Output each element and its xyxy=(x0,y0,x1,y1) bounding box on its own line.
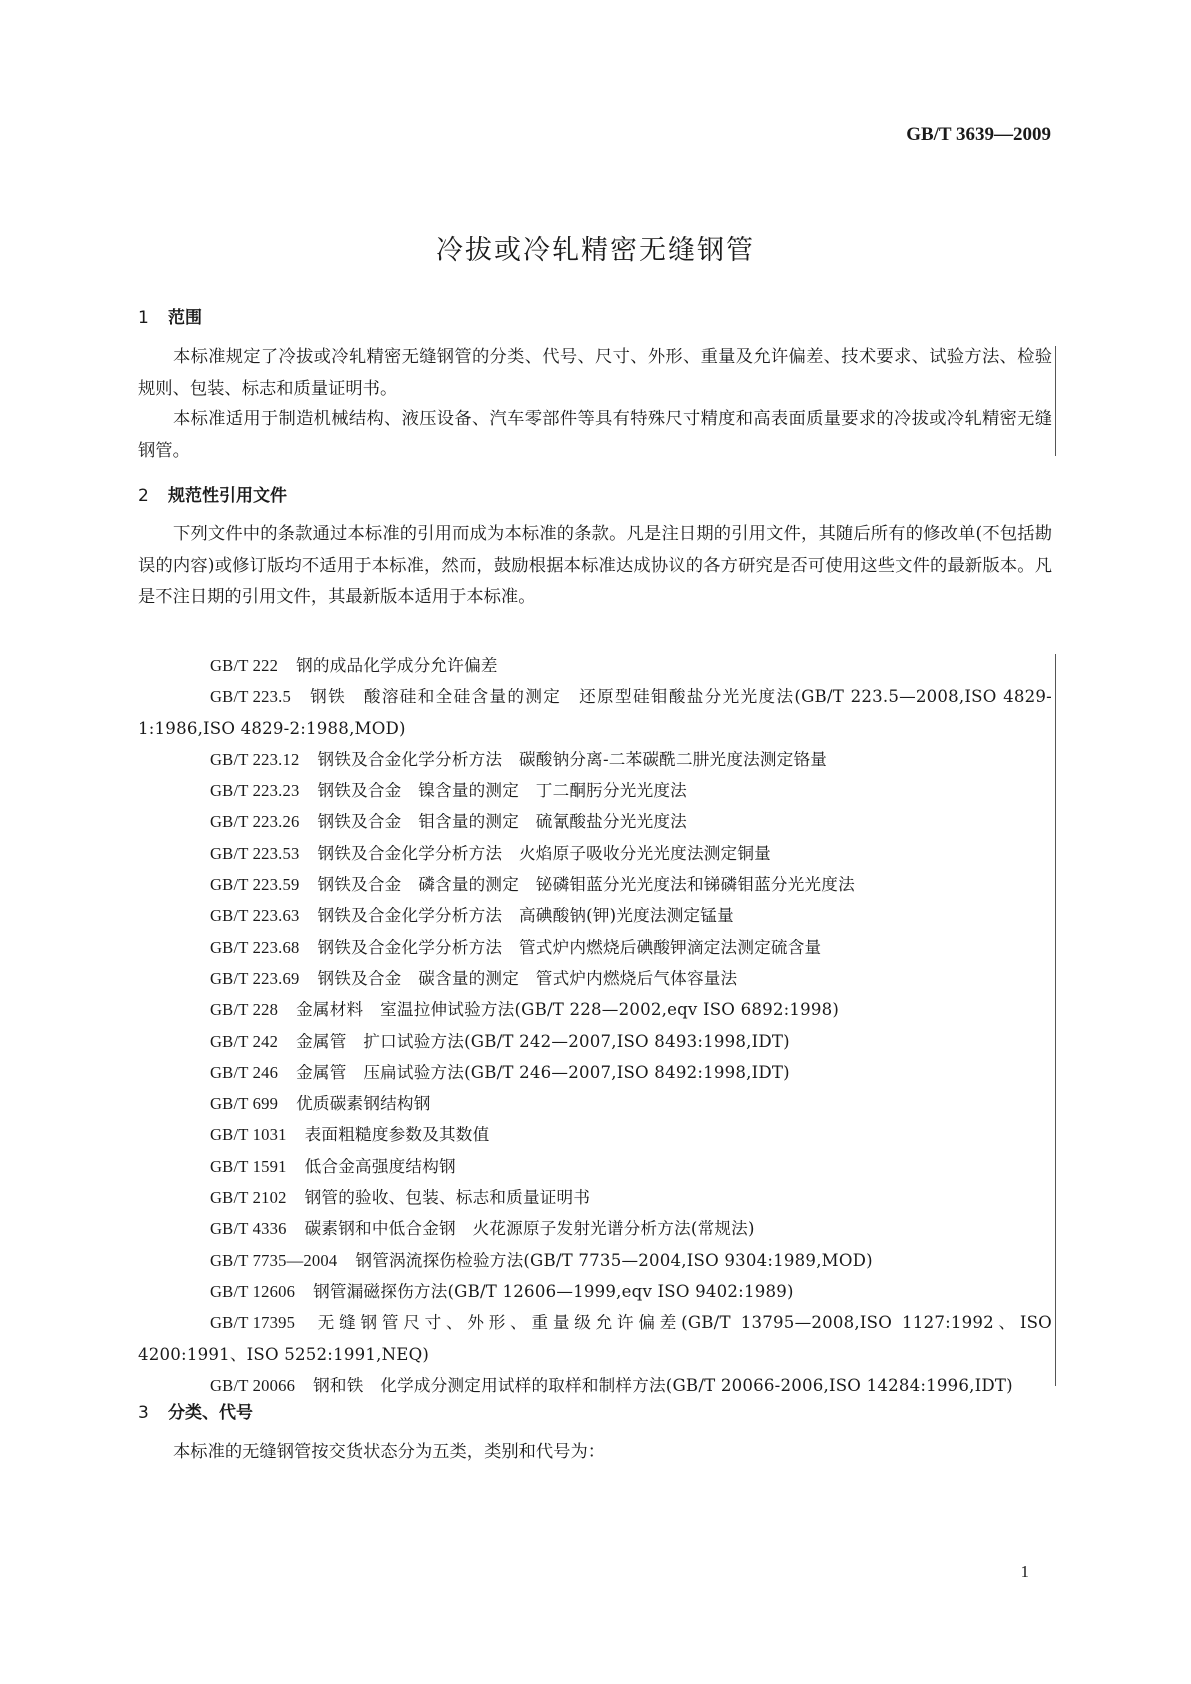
reference-code: GB/T 12606 xyxy=(210,1281,296,1301)
reference-code: GB/T 223.68 xyxy=(210,937,300,957)
reference-title: 优质碳素钢结构钢 xyxy=(296,1094,431,1114)
reference-code: GB/T 223.26 xyxy=(210,812,300,832)
reference-code: GB/T 1591 xyxy=(210,1156,287,1176)
reference-code: GB/T 228 xyxy=(210,1000,279,1020)
reference-code: GB/T 2102 xyxy=(210,1188,287,1208)
reference-title: 钢铁及合金 碳含量的测定 管式炉内燃烧后气体容量法 xyxy=(317,968,738,988)
reference-item xyxy=(138,1119,1052,1150)
reference-title: 表面粗糙度参数及其数值 xyxy=(304,1125,490,1145)
reference-item xyxy=(138,744,1052,775)
reference-item xyxy=(138,1026,1052,1057)
reference-item xyxy=(138,1370,1052,1401)
reference-item xyxy=(138,1182,1052,1213)
reference-code: GB/T 222 xyxy=(210,656,279,675)
reference-code: GB/T 246 xyxy=(210,1062,279,1082)
reference-item xyxy=(138,838,1052,869)
reference-code: GB/T 1031 xyxy=(210,1125,287,1145)
page-number: 1 xyxy=(1020,1562,1029,1581)
reference-title: 金属管 压扁试验方法(GB/T 246—2007,ISO 8492:1998,IDT) xyxy=(296,1062,790,1082)
reference-item xyxy=(138,963,1052,994)
reference-title: 金属管 扩口试验方法(GB/T 242—2007,ISO 8493:1998,IDT) xyxy=(296,1031,790,1051)
section-1-paragraph-1: 本标准规定了冷拔或冷轧精密无缝钢管的分类、代号、尺寸、外形、重量及允许偏差、技术要求、试验方法、检验规则、包装、标志和质量证明书。 xyxy=(138,347,1052,399)
reference-item xyxy=(138,1276,1052,1307)
reference-item xyxy=(138,1245,1052,1276)
section-2-heading xyxy=(138,481,287,506)
reference-code: GB/T 223.12 xyxy=(210,749,300,769)
reference-item xyxy=(138,775,1052,806)
reference-item xyxy=(138,1151,1052,1182)
reference-title: 钢铁及合金 镍含量的测定 丁二酮肟分光光度法 xyxy=(317,781,687,801)
reference-code: GB/T 223.59 xyxy=(210,875,300,895)
reference-title: 钢的成品化学成分允许偏差 xyxy=(296,656,498,675)
section-1-paragraph-2: 本标准适用于制造机械结构、液压设备、汽车零部件等具有特殊尺寸精度和高表面质量要求的冷拔或冷轧精密无缝钢管。 xyxy=(138,409,1052,461)
reference-item xyxy=(138,1057,1052,1088)
reference-title: 钢管漏磁探伤方法(GB/T 12606—1999,eqv ISO 9402:1989) xyxy=(313,1281,794,1301)
reference-item xyxy=(138,932,1052,963)
reference-code: GB/T 223.63 xyxy=(210,906,300,926)
section-2-number: 2 xyxy=(138,486,149,506)
change-bar xyxy=(1055,654,1056,1386)
reference-item xyxy=(138,869,1052,900)
reference-code: GB/T 20066 xyxy=(210,1375,296,1395)
reference-title: 碳素钢和中低合金钢 火花源原子发射光谱分析方法(常规法) xyxy=(304,1219,755,1239)
section-1-number: 1 xyxy=(138,308,149,328)
reference-code: GB/T 223.69 xyxy=(210,968,300,988)
reference-title: 低合金高强度结构钢 xyxy=(304,1156,456,1176)
reference-title: 钢铁及合金 磷含量的测定 铋磷钼蓝分光光度法和锑磷钼蓝分光光度法 xyxy=(317,875,855,895)
section-2-title: 规范性引用文件 xyxy=(168,486,287,506)
reference-code: GB/T 242 xyxy=(210,1031,279,1051)
reference-item xyxy=(138,994,1052,1025)
reference-title: 钢铁及合金化学分析方法 高碘酸钠(钾)光度法测定锰量 xyxy=(317,906,734,926)
reference-code: GB/T 7735—2004 xyxy=(210,1250,338,1270)
reference-item xyxy=(138,1213,1052,1244)
change-bar xyxy=(1055,346,1056,456)
section-3-number: 3 xyxy=(138,1403,149,1423)
standard-number: GB/T 3639—2009 xyxy=(906,124,1051,145)
reference-title: 钢和铁 化学成分测定用试样的取样和制样方法(GB/T 20066-2006,ISO 14284:1996,IDT) xyxy=(313,1375,1013,1395)
section-3-heading xyxy=(138,1398,253,1423)
document-title: 冷拔或冷轧精密无缝钢管 xyxy=(436,235,755,266)
reference-code: GB/T 17395 xyxy=(210,1313,296,1333)
reference-title: 钢铁及合金化学分析方法 管式炉内燃烧后碘酸钾滴定法测定硫含量 xyxy=(317,937,822,957)
reference-item xyxy=(138,1088,1052,1119)
reference-item xyxy=(138,681,1052,744)
normative-references-list xyxy=(138,650,1052,1401)
reference-title: 钢铁及合金化学分析方法 火焰原子吸收分光光度法测定铜量 xyxy=(317,843,771,863)
reference-item xyxy=(138,650,1052,681)
reference-title: 金属材料 室温拉伸试验方法(GB/T 228—2002,eqv ISO 6892:1998) xyxy=(296,1000,840,1020)
section-1-title: 范围 xyxy=(168,308,202,328)
reference-code: GB/T 4336 xyxy=(210,1219,287,1239)
reference-title: 无缝钢管尺寸、外形、重量级允许偏差(GB/T 13795—2008,ISO 1127:1992、ISO 4200:1991、ISO 5252:1991,NEQ) xyxy=(138,1313,1052,1364)
reference-title: 钢管的验收、包装、标志和质量证明书 xyxy=(304,1188,591,1208)
reference-title: 钢管涡流探伤检验方法(GB/T 7735—2004,ISO 9304:1989,MOD) xyxy=(355,1250,873,1270)
reference-code: GB/T 223.5 xyxy=(210,687,291,707)
section-2-intro: 下列文件中的条款通过本标准的引用而成为本标准的条款。凡是注日期的引用文件，其随后所有的修改单(不包括勘误的内容)或修订版均不适用于本标准，然而，鼓励根据本标准达成协议的各方研究是否可使用这些文件的最新版本。凡是不注日期的引用文件，其最新版本适用于本标准。 xyxy=(138,524,1052,607)
reference-item xyxy=(138,1307,1052,1370)
section-3-title: 分类、代号 xyxy=(168,1403,253,1423)
section-3-paragraph: 本标准的无缝钢管按交货状态分为五类，类别和代号为： xyxy=(173,1442,606,1462)
reference-title: 钢铁及合金 钼含量的测定 硫氰酸盐分光光度法 xyxy=(317,812,687,832)
reference-title: 钢铁 酸溶硅和全硅含量的测定 还原型硅钼酸盐分光光度法(GB/T 223.5—2008,ISO 4829-1:1986,ISO 4829-2:1988,MOD) xyxy=(138,687,1052,738)
section-1-heading xyxy=(138,303,202,328)
reference-code: GB/T 699 xyxy=(210,1094,279,1114)
reference-item xyxy=(138,900,1052,931)
reference-title: 钢铁及合金化学分析方法 碳酸钠分离-二苯碳酰二肼光度法测定铬量 xyxy=(317,749,828,769)
reference-item xyxy=(138,806,1052,837)
reference-code: GB/T 223.53 xyxy=(210,843,300,863)
reference-code: GB/T 223.23 xyxy=(210,781,300,801)
